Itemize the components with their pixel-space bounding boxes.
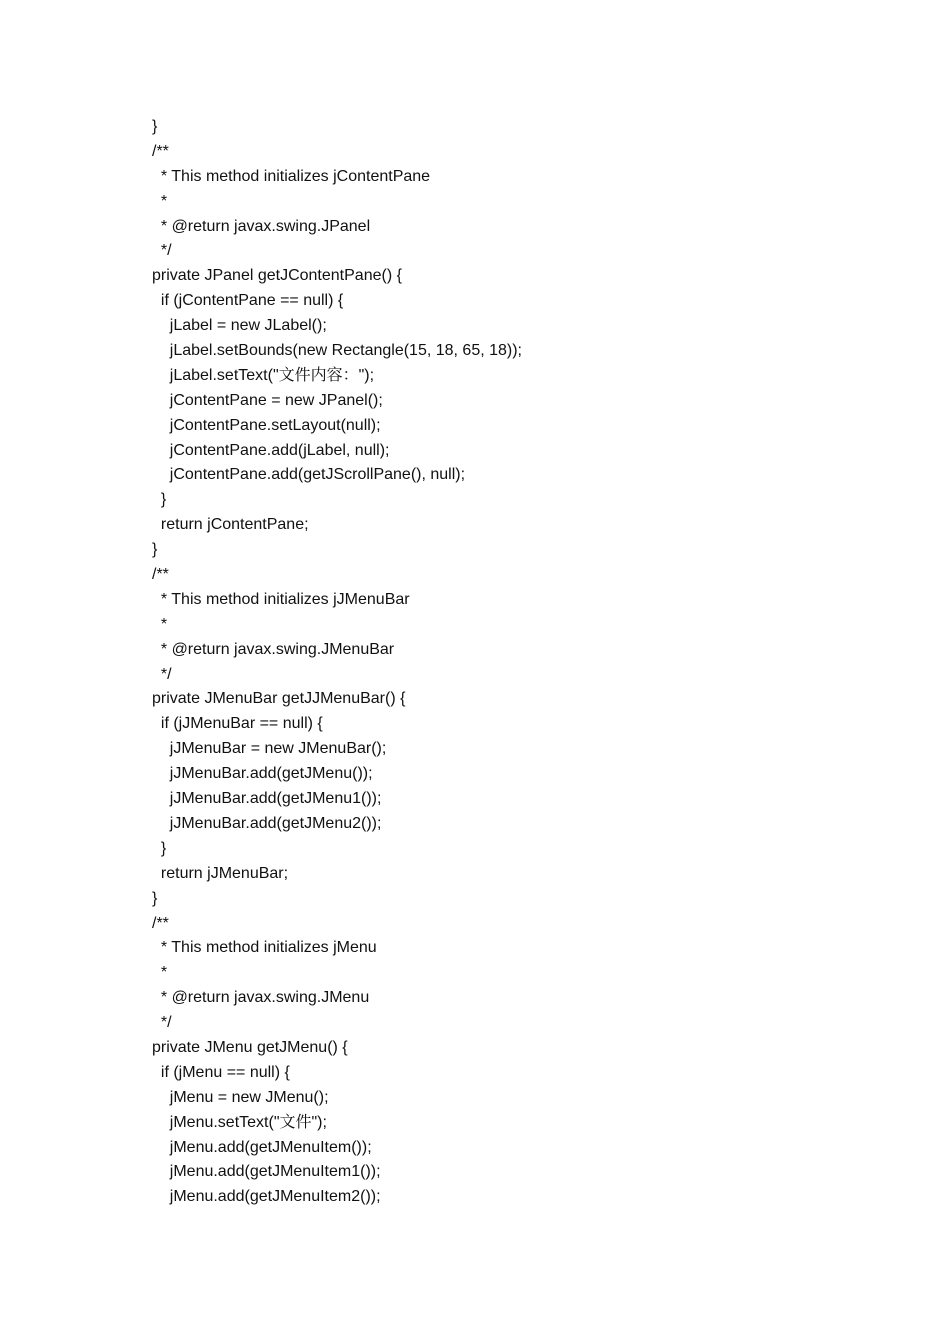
code-line: jMenu.setText("文件"); bbox=[152, 1113, 327, 1131]
code-line: jLabel.setText("文件内容："); bbox=[152, 366, 375, 384]
code-line: if (jContentPane == null) { bbox=[152, 292, 344, 310]
code-line: private JMenuBar getJJMenuBar() { bbox=[152, 690, 406, 708]
code-line: * This method initializes jContentPane bbox=[152, 167, 431, 185]
code-line: /** bbox=[152, 142, 169, 160]
code-line: jJMenuBar.add(getJMenu()); bbox=[152, 765, 373, 783]
code-line: * @return javax.swing.JMenuBar bbox=[152, 640, 395, 658]
code-line: private JMenu getJMenu() { bbox=[152, 1038, 348, 1056]
code-line: jLabel.setBounds(new Rectangle(15, 18, 65, 18)); bbox=[152, 342, 522, 360]
code-line: * This method initializes jMenu bbox=[152, 939, 377, 957]
code-line: jMenu.add(getJMenuItem()); bbox=[152, 1138, 372, 1156]
code-line: /** bbox=[152, 566, 169, 584]
code-line: } bbox=[152, 491, 167, 509]
code-line: jMenu = new JMenu(); bbox=[152, 1088, 329, 1106]
code-line: */ bbox=[152, 1014, 172, 1032]
code-line: private JPanel getJContentPane() { bbox=[152, 267, 402, 285]
code-line: * @return javax.swing.JMenu bbox=[152, 989, 370, 1007]
code-line: if (jJMenuBar == null) { bbox=[152, 715, 323, 733]
code-line: * @return javax.swing.JPanel bbox=[152, 217, 371, 235]
code-line: jContentPane.add(getJScrollPane(), null); bbox=[152, 466, 466, 484]
code-line: jJMenuBar.add(getJMenu2()); bbox=[152, 814, 382, 832]
code-line: * This method initializes jJMenuBar bbox=[152, 590, 410, 608]
code-line: jLabel = new JLabel(); bbox=[152, 317, 327, 335]
code-line: */ bbox=[152, 242, 172, 260]
code-line: jContentPane.setLayout(null); bbox=[152, 416, 381, 434]
code-line: jContentPane.add(jLabel, null); bbox=[152, 441, 390, 459]
code-line: jJMenuBar = new JMenuBar(); bbox=[152, 740, 387, 758]
code-line: return jJMenuBar; bbox=[152, 864, 289, 882]
code-line: } bbox=[152, 118, 158, 135]
code-listing bbox=[152, 115, 522, 1210]
code-line: } bbox=[152, 889, 158, 907]
code-line: jMenu.add(getJMenuItem2()); bbox=[152, 1188, 381, 1206]
code-line: /** bbox=[152, 914, 169, 932]
code-line: * bbox=[152, 964, 168, 982]
code-line: } bbox=[152, 839, 167, 857]
code-line: } bbox=[152, 541, 158, 559]
code-line: jMenu.add(getJMenuItem1()); bbox=[152, 1163, 381, 1181]
code-line: if (jMenu == null) { bbox=[152, 1063, 290, 1081]
code-line: jJMenuBar.add(getJMenu1()); bbox=[152, 790, 382, 808]
code-line: */ bbox=[152, 665, 172, 683]
code-line: return jContentPane; bbox=[152, 516, 309, 534]
code-line: * bbox=[152, 615, 168, 633]
code-line: jContentPane = new JPanel(); bbox=[152, 391, 383, 409]
code-line: * bbox=[152, 192, 168, 210]
